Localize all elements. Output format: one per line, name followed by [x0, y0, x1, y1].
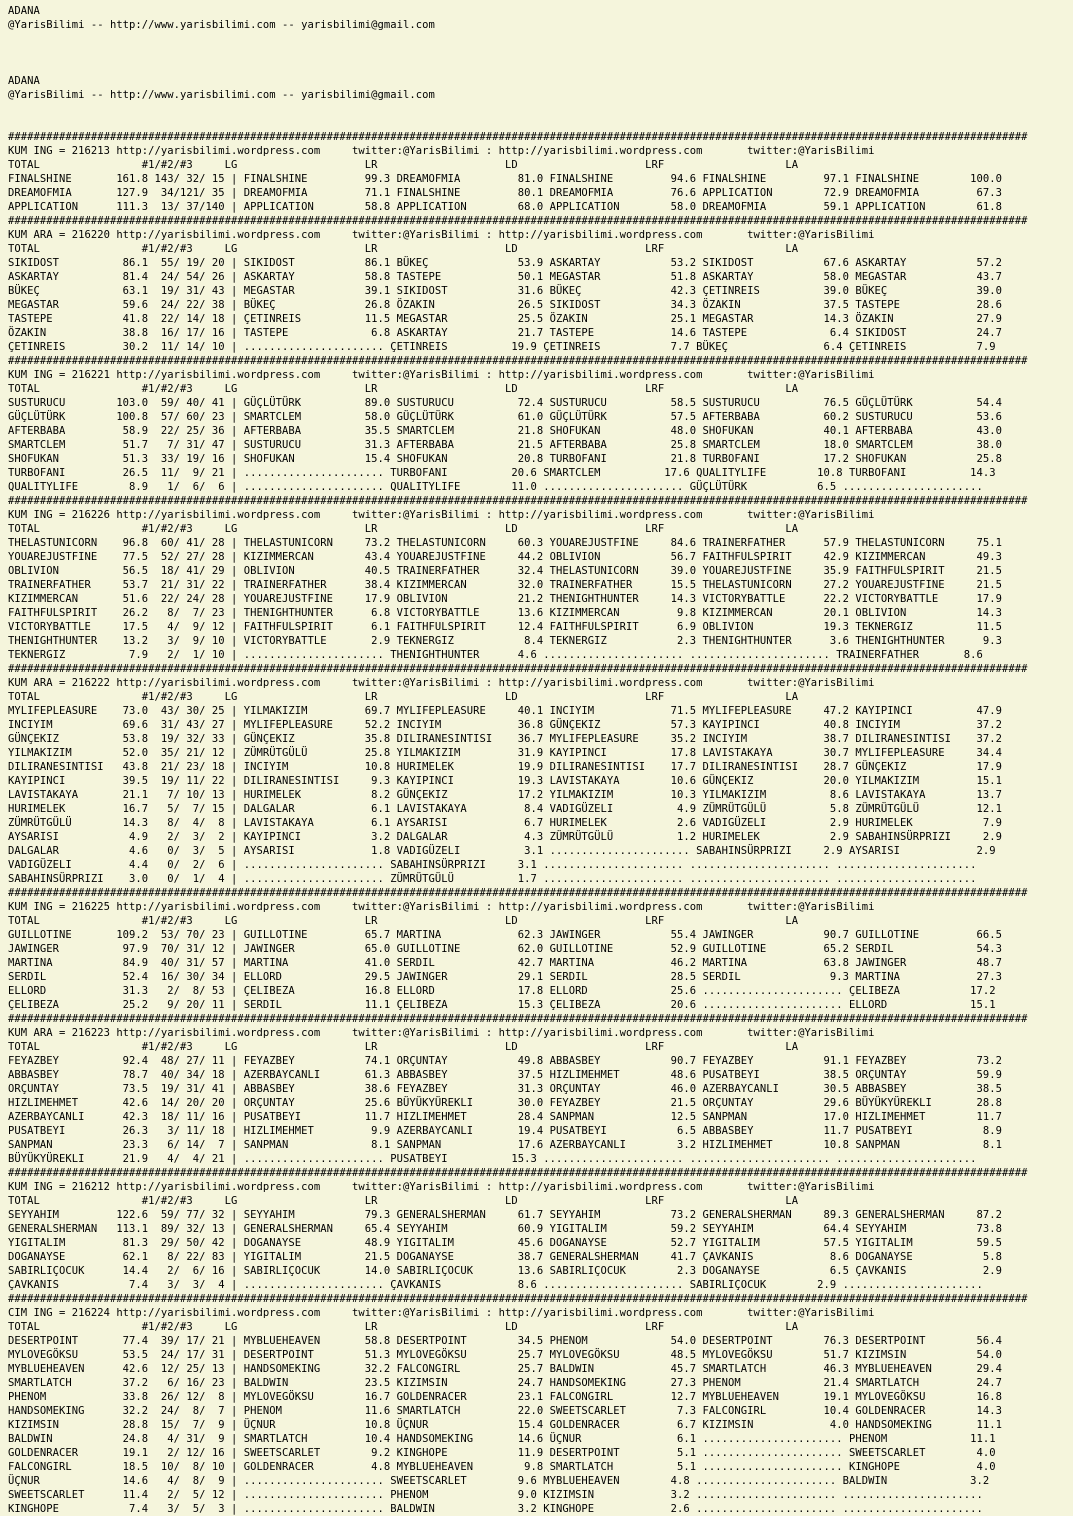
horse-row: GÜNÇEKIZ 53.8 19/ 32/ 33 | GÜNÇEKIZ 35.8 DILIRANESINTISI 36.7 MYLIFEPLEASURE 35.2 INCIYIM 38.7 DILIRANESINTISI 37.2	[8, 733, 1002, 745]
blank-line	[8, 116, 1073, 130]
horse-row: ASKARTAY 81.4 24/ 54/ 26 | ASKARTAY 58.8 TASTEPE 50.1 MEGASTAR 51.8 ASKARTAY 58.0 MEGASTAR 43.7	[8, 271, 1002, 283]
horse-row: OBLIVION 56.5 18/ 41/ 29 | OBLIVION 40.5 TRAINERFATHER 32.4 THELASTUNICORN 39.0 YOUAREJUSTFINE 35.9 FAITHFULSPIRIT 21.5	[8, 565, 1002, 577]
section-divider: ################################################################################################################################################################	[8, 215, 1028, 227]
horse-row: ÇELIBEZA 25.2 9/ 20/ 11 | SERDIL 11.1 ÇELIBEZA 15.3 ÇELIBEZA 20.6 ...................... ELLORD 15.1	[8, 999, 996, 1011]
horse-row: ORÇUNTAY 73.5 19/ 31/ 41 | ABBASBEY 38.6 FEYAZBEY 31.3 ORÇUNTAY 46.0 AZERBAYCANLI 30.5 ABBASBEY 38.5	[8, 1083, 1002, 1095]
horse-row: SANPMAN 23.3 6/ 14/ 7 | SANPMAN 8.1 SANPMAN 17.6 AZERBAYCANLI 3.2 HIZLIMEHMET 10.8 SANPMAN 8.1	[8, 1139, 1002, 1151]
horse-row: LAVISTAKAYA 21.1 7/ 10/ 13 | HURIMELEK 8.2 GÜNÇEKIZ 17.2 YILMAKIZIM 10.3 YILMAKIZIM 8.6 LAVISTAKAYA 13.7	[8, 789, 1002, 801]
horse-row: DESERTPOINT 77.4 39/ 17/ 21 | MYBLUEHEAVEN 58.8 DESERTPOINT 34.5 PHENOM 54.0 DESERTPOINT 76.3 DESERTPOINT 56.4	[8, 1335, 1002, 1347]
horse-row: HURIMELEK 16.7 5/ 7/ 15 | DALGALAR 6.1 LAVISTAKAYA 8.4 VADIGÜZELI 4.9 ZÜMRÜTGÜLÜ 5.8 ZÜMRÜTGÜLÜ 12.1	[8, 803, 1002, 815]
race-header: KUM ARA = 216220 http://yarisbilimi.wordpress.com twitter:@YarisBilimi : http://yarisbilimi.wordpress.com twitter:@YarisBilimi	[8, 229, 875, 241]
blank-line	[8, 46, 1073, 60]
blank-line	[8, 60, 1073, 74]
horse-row: SMARTCLEM 51.7 7/ 31/ 47 | SUSTURUCU 31.3 AFTERBABA 21.5 AFTERBABA 25.8 SMARTCLEM 18.0 SMARTCLEM 38.0	[8, 439, 1002, 451]
horse-row: ELLORD 31.3 2/ 8/ 53 | ÇELIBEZA 16.8 ELLORD 17.8 ELLORD 25.6 ...................... ÇELIBEZA 17.2	[8, 985, 996, 997]
horse-row: SERDIL 52.4 16/ 30/ 34 | ELLORD 29.5 JAWINGER 29.1 SERDIL 28.5 SERDIL 9.3 MARTINA 27.3	[8, 971, 1002, 983]
horse-row: DREAMOFMIA 127.9 34/121/ 35 | DREAMOFMIA 71.1 FINALSHINE 80.1 DREAMOFMIA 76.6 APPLICATION 72.9 DREAMOFMIA 67.3	[8, 187, 1002, 199]
blank-line	[8, 102, 1073, 116]
horse-row: SWEETSCARLET 11.4 2/ 5/ 12 | ...................... PHENOM 9.0 KIZIMSIN 3.2 ...................... ......................	[8, 1489, 983, 1501]
horse-row: THENIGHTHUNTER 13.2 3/ 9/ 10 | VICTORYBATTLE 2.9 TEKNERGIZ 8.4 TEKNERGIZ 2.3 THENIGHTHUNTER 3.6 THENIGHTHUNTER 9.3	[8, 635, 1002, 647]
horse-row: ÇETINREIS 30.2 11/ 14/ 10 | ...................... ÇETINREIS 19.9 ÇETINREIS 7.7 BÜKEÇ 6.4 ÇETINREIS 7.9	[8, 341, 996, 353]
horse-row: KIZIMSIN 28.8 15/ 7/ 9 | ÜÇNUR 10.8 ÜÇNUR 15.4 GOLDENRACER 6.7 KIZIMSIN 4.0 HANDSOMEKING 11.1	[8, 1419, 1002, 1431]
horse-row: INCIYIM 69.6 31/ 43/ 27 | MYLIFEPLEASURE 52.2 INCIYIM 36.8 GÜNÇEKIZ 57.3 KAYIPINCI 40.8 INCIYIM 37.2	[8, 719, 1002, 731]
section-divider: ################################################################################################################################################################	[8, 355, 1028, 367]
horse-row: PUSATBEYI 26.3 3/ 11/ 18 | HIZLIMEHMET 9.9 AZERBAYCANLI 19.4 PUSATBEYI 6.5 ABBASBEY 11.7 PUSATBEYI 8.9	[8, 1125, 1002, 1137]
site-credit: @YarisBilimi -- http://www.yarisbilimi.com -- yarisbilimi@gmail.com	[8, 19, 435, 31]
horse-row: GÜÇLÜTÜRK 100.8 57/ 60/ 23 | SMARTCLEM 58.0 GÜÇLÜTÜRK 61.0 GÜÇLÜTÜRK 57.5 AFTERBABA 60.2 SUSTURUCU 53.6	[8, 411, 1002, 423]
horse-row: VADIGÜZELI 4.4 0/ 2/ 6 | ...................... SABAHINSÜRPRIZI 3.1 ...................... ...................... ......................	[8, 859, 977, 871]
column-header: TOTAL #1/#2/#3 LG LR LD LRF LA	[8, 1195, 799, 1207]
horse-row: TURBOFANI 26.5 11/ 9/ 21 | ...................... TURBOFANI 20.6 SMARTCLEM 17.6 QUALITYLIFE 10.8 TURBOFANI 14.3	[8, 467, 996, 479]
horse-row: SHOFUKAN 51.3 33/ 19/ 16 | SHOFUKAN 15.4 SHOFUKAN 20.8 TURBOFANI 21.8 TURBOFANI 17.2 SHOFUKAN 25.8	[8, 453, 1002, 465]
horse-row: DALGALAR 4.6 0/ 3/ 5 | AYSARISI 1.8 VADIGÜZELI 3.1 ...................... SABAHINSÜRPRIZI 2.9 AYSARISI 2.9	[8, 845, 996, 857]
horse-row: HANDSOMEKING 32.2 24/ 8/ 7 | PHENOM 11.6 SMARTLATCH 22.0 SWEETSCARLET 7.3 FALCONGIRL 10.4 GOLDENRACER 14.3	[8, 1405, 1002, 1417]
horse-row: FAITHFULSPIRIT 26.2 8/ 7/ 23 | THENIGHTHUNTER 6.8 VICTORYBATTLE 13.6 KIZIMMERCAN 9.8 KIZIMMERCAN 20.1 OBLIVION 14.3	[8, 607, 1002, 619]
city-title: ADANA	[8, 75, 40, 87]
section-divider: ################################################################################################################################################################	[8, 495, 1028, 507]
horse-row: THELASTUNICORN 96.8 60/ 41/ 28 | THELASTUNICORN 73.2 THELASTUNICORN 60.3 YOUAREJUSTFINE 84.6 TRAINERFATHER 57.9 THELASTUNICORN 75.1	[8, 537, 1002, 549]
race-header: KUM ARA = 216223 http://yarisbilimi.wordpress.com twitter:@YarisBilimi : http://yarisbilimi.wordpress.com twitter:@YarisBilimi	[8, 1027, 875, 1039]
horse-row: YOUAREJUSTFINE 77.5 52/ 27/ 28 | KIZIMMERCAN 43.4 YOUAREJUSTFINE 44.2 OBLIVION 56.7 FAITHFULSPIRIT 42.9 KIZIMMERCAN 49.3	[8, 551, 1002, 563]
horse-row: FALCONGIRL 18.5 10/ 8/ 10 | GOLDENRACER 4.8 MYBLUEHEAVEN 9.8 SMARTLATCH 5.1 ...................... KINGHOPE 4.0	[8, 1461, 996, 1473]
horse-row: HIZLIMEHMET 42.6 14/ 20/ 20 | ORÇUNTAY 25.6 BÜYÜKYÜREKLI 30.0 FEYAZBEY 21.5 ORÇUNTAY 29.6 BÜYÜKYÜREKLI 28.8	[8, 1097, 1002, 1109]
horse-row: KINGHOPE 7.4 3/ 5/ 3 | ...................... BALDWIN 3.2 KINGHOPE 2.6 ...................... ......................	[8, 1503, 983, 1515]
horse-row: KAYIPINCI 39.5 19/ 11/ 22 | DILIRANESINTISI 9.3 KAYIPINCI 19.3 LAVISTAKAYA 10.6 GÜNÇEKIZ 20.0 YILMAKIZIM 15.1	[8, 775, 1002, 787]
column-header: TOTAL #1/#2/#3 LG LR LD LRF LA	[8, 915, 799, 927]
horse-row: MARTINA 84.9 40/ 31/ 57 | MARTINA 41.0 SERDIL 42.7 MARTINA 46.2 MARTINA 63.8 JAWINGER 48.7	[8, 957, 1002, 969]
horse-row: APPLICATION 111.3 13/ 37/140 | APPLICATION 58.8 APPLICATION 68.0 APPLICATION 58.0 DREAMOFMIA 59.1 APPLICATION 61.8	[8, 201, 1002, 213]
race-header: KUM ING = 216212 http://yarisbilimi.wordpress.com twitter:@YarisBilimi : http://yarisbilimi.wordpress.com twitter:@YarisBilimi	[8, 1181, 875, 1193]
horse-row: TASTEPE 41.8 22/ 14/ 18 | ÇETINREIS 11.5 MEGASTAR 25.5 ÖZAKIN 25.1 MEGASTAR 14.3 ÖZAKIN 27.9	[8, 313, 1002, 325]
race-header: KUM ING = 216213 http://yarisbilimi.wordpress.com twitter:@YarisBilimi : http://yarisbilimi.wordpress.com twitter:@YarisBilimi	[8, 145, 875, 157]
horse-row: ÖZAKIN 38.8 16/ 17/ 16 | TASTEPE 6.8 ASKARTAY 21.7 TASTEPE 14.6 TASTEPE 6.4 SIKIDOST 24.7	[8, 327, 1002, 339]
horse-row: AYSARISI 4.9 2/ 3/ 2 | KAYIPINCI 3.2 DALGALAR 4.3 ZÜMRÜTGÜLÜ 1.2 HURIMELEK 2.9 SABAHINSÜRPRIZI 2.9	[8, 831, 1002, 843]
section-divider: ################################################################################################################################################################	[8, 1167, 1028, 1179]
horse-row: BÜYÜKYÜREKLI 21.9 4/ 4/ 21 | ...................... PUSATBEYI 15.3 ...................... ...................... ......................	[8, 1153, 977, 1165]
horse-row: TRAINERFATHER 53.7 21/ 31/ 22 | TRAINERFATHER 38.4 KIZIMMERCAN 32.0 TRAINERFATHER 15.5 THELASTUNICORN 27.2 YOUAREJUSTFINE 21.5	[8, 579, 1002, 591]
section-divider: ################################################################################################################################################################	[8, 1293, 1028, 1305]
site-credit: @YarisBilimi -- http://www.yarisbilimi.com -- yarisbilimi@gmail.com	[8, 89, 435, 101]
horse-row: JAWINGER 97.9 70/ 31/ 12 | JAWINGER 65.0 GUILLOTINE 62.0 GUILLOTINE 52.9 GUILLOTINE 65.2 SERDIL 54.3	[8, 943, 1002, 955]
horse-row: SMARTLATCH 37.2 6/ 16/ 23 | BALDWIN 23.5 KIZIMSIN 24.7 HANDSOMEKING 27.3 PHENOM 21.4 SMARTLATCH 24.7	[8, 1377, 1002, 1389]
horse-row: MEGASTAR 59.6 24/ 22/ 38 | BÜKEÇ 26.8 ÖZAKIN 26.5 SIKIDOST 34.3 ÖZAKIN 37.5 TASTEPE 28.6	[8, 299, 1002, 311]
horse-row: ÇAVKANIS 7.4 3/ 3/ 4 | ...................... ÇAVKANIS 8.6 ...................... SABIRLIÇOCUK 2.9 ......................	[8, 1279, 983, 1291]
section-divider: ################################################################################################################################################################	[8, 131, 1028, 143]
column-header: TOTAL #1/#2/#3 LG LR LD LRF LA	[8, 1041, 799, 1053]
horse-row: GENERALSHERMAN 113.1 89/ 32/ 13 | GENERALSHERMAN 65.4 SEYYAHIM 60.9 YIGITALIM 59.2 SEYYAHIM 64.4 SEYYAHIM 73.8	[8, 1223, 1002, 1235]
horse-row: MYLIFEPLEASURE 73.0 43/ 30/ 25 | YILMAKIZIM 69.7 MYLIFEPLEASURE 40.1 INCIYIM 71.5 MYLIFEPLEASURE 47.2 KAYIPINCI 47.9	[8, 705, 1002, 717]
horse-row: ÜÇNUR 14.6 4/ 8/ 9 | ...................... SWEETSCARLET 9.6 MYBLUEHEAVEN 4.8 ...................... BALDWIN 3.2	[8, 1475, 990, 1487]
horse-row: FEYAZBEY 92.4 48/ 27/ 11 | FEYAZBEY 74.1 ORÇUNTAY 49.8 ABBASBEY 90.7 FEYAZBEY 91.1 FEYAZBEY 73.2	[8, 1055, 1002, 1067]
section-divider: ################################################################################################################################################################	[8, 663, 1028, 675]
horse-row: AZERBAYCANLI 42.3 18/ 11/ 16 | PUSATBEYI 11.7 HIZLIMEHMET 28.4 SANPMAN 12.5 SANPMAN 17.0 HIZLIMEHMET 11.7	[8, 1111, 1002, 1123]
horse-row: BALDWIN 24.8 4/ 31/ 9 | SMARTLATCH 10.4 HANDSOMEKING 14.6 ÜÇNUR 6.1 ...................... PHENOM 11.1	[8, 1433, 996, 1445]
horse-row: AFTERBABA 58.9 22/ 25/ 36 | AFTERBABA 35.5 SMARTCLEM 21.8 SHOFUKAN 48.0 SHOFUKAN 40.1 AFTERBABA 43.0	[8, 425, 1002, 437]
section-divider: ################################################################################################################################################################	[8, 887, 1028, 899]
horse-row: KIZIMMERCAN 51.6 22/ 24/ 28 | YOUAREJUSTFINE 17.9 OBLIVION 21.2 THENIGHTHUNTER 14.3 VICTORYBATTLE 22.2 VICTORYBATTLE 17.9	[8, 593, 1002, 605]
column-header: TOTAL #1/#2/#3 LG LR LD LRF LA	[8, 243, 799, 255]
column-header: TOTAL #1/#2/#3 LG LR LD LRF LA	[8, 523, 799, 535]
horse-row: SIKIDOST 86.1 55/ 19/ 20 | SIKIDOST 86.1 BÜKEÇ 53.9 ASKARTAY 53.2 SIKIDOST 67.6 ASKARTAY 57.2	[8, 257, 1002, 269]
column-header: TOTAL #1/#2/#3 LG LR LD LRF LA	[8, 383, 799, 395]
horse-row: VICTORYBATTLE 17.5 4/ 9/ 12 | FAITHFULSPIRIT 6.1 FAITHFULSPIRIT 12.4 FAITHFULSPIRIT 6.9 OBLIVION 19.3 TEKNERGIZ 11.5	[8, 621, 1002, 633]
horse-row: MYBLUEHEAVEN 42.6 12/ 25/ 13 | HANDSOMEKING 32.2 FALCONGIRL 25.7 BALDWIN 45.7 SMARTLATCH 46.3 MYBLUEHEAVEN 29.4	[8, 1363, 1002, 1375]
blank-line	[8, 32, 1073, 46]
horse-row: GOLDENRACER 19.1 2/ 12/ 16 | SWEETSCARLET 9.2 KINGHOPE 11.9 DESERTPOINT 5.1 ...................... SWEETSCARLET 4.0	[8, 1447, 996, 1459]
horse-row: DOGANAYSE 62.1 8/ 22/ 83 | YIGITALIM 21.5 DOGANAYSE 38.7 GENERALSHERMAN 41.7 ÇAVKANIS 8.6 DOGANAYSE 5.8	[8, 1251, 1002, 1263]
horse-row: MYLOVEGÖKSU 53.5 24/ 17/ 31 | DESERTPOINT 51.3 MYLOVEGÖKSU 25.7 MYLOVEGÖKSU 48.5 MYLOVEGÖKSU 51.7 KIZIMSIN 54.0	[8, 1349, 1002, 1361]
horse-row: ABBASBEY 78.7 40/ 34/ 18 | AZERBAYCANLI 61.3 ABBASBEY 37.5 HIZLIMEHMET 48.6 PUSATBEYI 38.5 ORÇUNTAY 59.9	[8, 1069, 1002, 1081]
column-header: TOTAL #1/#2/#3 LG LR LD LRF LA	[8, 159, 799, 171]
horse-row: SUSTURUCU 103.0 59/ 40/ 41 | GÜÇLÜTÜRK 89.0 SUSTURUCU 72.4 SUSTURUCU 58.5 SUSTURUCU 76.5 GÜÇLÜTÜRK 54.4	[8, 397, 1002, 409]
horse-row: ZÜMRÜTGÜLÜ 14.3 8/ 4/ 8 | LAVISTAKAYA 6.1 AYSARISI 6.7 HURIMELEK 2.6 VADIGÜZELI 2.9 HURIMELEK 7.9	[8, 817, 1002, 829]
horse-row: YILMAKIZIM 52.0 35/ 21/ 12 | ZÜMRÜTGÜLÜ 25.8 YILMAKIZIM 31.9 KAYIPINCI 17.8 LAVISTAKAYA 30.7 MYLIFEPLEASURE 34.4	[8, 747, 1002, 759]
horse-row: SABIRLIÇOCUK 14.4 2/ 6/ 16 | SABIRLIÇOCUK 14.0 SABIRLIÇOCUK 13.6 SABIRLIÇOCUK 2.3 DOGANAYSE 6.5 ÇAVKANIS 2.9	[8, 1265, 1002, 1277]
race-header: KUM ING = 216225 http://yarisbilimi.wordpress.com twitter:@YarisBilimi : http://yarisbilimi.wordpress.com twitter:@YarisBilimi	[8, 901, 875, 913]
race-header: CIM ING = 216224 http://yarisbilimi.wordpress.com twitter:@YarisBilimi : http://yarisbilimi.wordpress.com twitter:@YarisBilimi	[8, 1307, 875, 1319]
city-title: ADANA	[8, 5, 40, 17]
section-divider: ################################################################################################################################################################	[8, 1013, 1028, 1025]
horse-row: QUALITYLIFE 8.9 1/ 6/ 6 | ...................... QUALITYLIFE 11.0 ...................... GÜÇLÜTÜRK 6.5 ......................	[8, 481, 983, 493]
horse-row: TEKNERGIZ 7.9 2/ 1/ 10 | ...................... THENIGHTHUNTER 4.6 ...................... ...................... TRAINERFATHER 8.6	[8, 649, 983, 661]
race-header: KUM ARA = 216222 http://yarisbilimi.wordpress.com twitter:@YarisBilimi : http://yarisbilimi.wordpress.com twitter:@YarisBilimi	[8, 677, 875, 689]
horse-row: PHENOM 33.8 26/ 12/ 8 | MYLOVEGÖKSU 16.7 GOLDENRACER 23.1 FALCONGIRL 12.7 MYBLUEHEAVEN 19.1 MYLOVEGÖKSU 16.8	[8, 1391, 1002, 1403]
horse-row: SEYYAHIM 122.6 59/ 77/ 32 | SEYYAHIM 79.3 GENERALSHERMAN 61.7 SEYYAHIM 73.2 GENERALSHERMAN 89.3 GENERALSHERMAN 87.2	[8, 1209, 1002, 1221]
horse-row: GUILLOTINE 109.2 53/ 70/ 23 | GUILLOTINE 65.7 MARTINA 62.3 JAWINGER 55.4 JAWINGER 90.7 GUILLOTINE 66.5	[8, 929, 1002, 941]
horse-row: FINALSHINE 161.8 143/ 32/ 15 | FINALSHINE 99.3 DREAMOFMIA 81.0 FINALSHINE 94.6 FINALSHINE 97.1 FINALSHINE 100.0	[8, 173, 1002, 185]
horse-row: BÜKEÇ 63.1 19/ 31/ 43 | MEGASTAR 39.1 SIKIDOST 31.6 BÜKEÇ 42.3 ÇETINREIS 39.0 BÜKEÇ 39.0	[8, 285, 1002, 297]
column-header: TOTAL #1/#2/#3 LG LR LD LRF LA	[8, 1321, 799, 1333]
race-header: KUM ING = 216221 http://yarisbilimi.wordpress.com twitter:@YarisBilimi : http://yarisbilimi.wordpress.com twitter:@YarisBilimi	[8, 369, 875, 381]
race-header: KUM ING = 216226 http://yarisbilimi.wordpress.com twitter:@YarisBilimi : http://yarisbilimi.wordpress.com twitter:@YarisBilimi	[8, 509, 875, 521]
column-header: TOTAL #1/#2/#3 LG LR LD LRF LA	[8, 691, 799, 703]
horse-row: YIGITALIM 81.3 29/ 50/ 42 | DOGANAYSE 48.9 YIGITALIM 45.6 DOGANAYSE 52.7 YIGITALIM 57.5 YIGITALIM 59.5	[8, 1237, 1002, 1249]
horse-row: SABAHINSÜRPRIZI 3.0 0/ 1/ 4 | ...................... ZÜMRÜTGÜLÜ 1.7 ...................... ...................... ......................	[8, 873, 977, 885]
horse-row: DILIRANESINTISI 43.8 21/ 23/ 18 | INCIYIM 10.8 HURIMELEK 19.9 DILIRANESINTISI 17.7 DILIRANESINTISI 28.7 GÜNÇEKIZ 17.9	[8, 761, 1002, 773]
